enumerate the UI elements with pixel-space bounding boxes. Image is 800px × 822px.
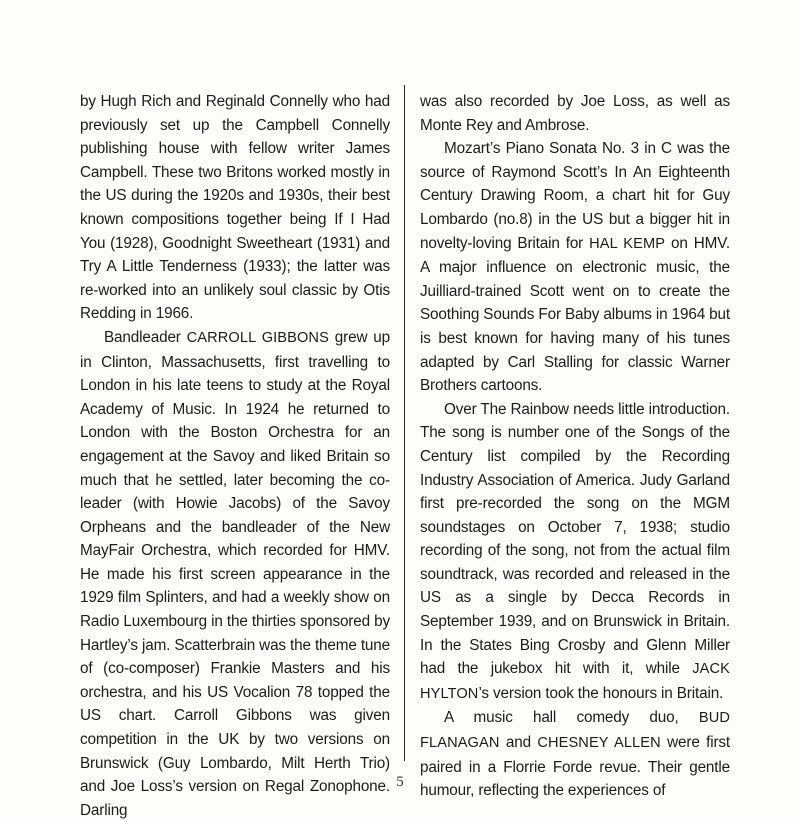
artist-name: JACK HYLTON (420, 661, 730, 702)
artist-name: CHESNEY ALLEN (537, 735, 661, 752)
text-run: on HMV. A major influence on electronic music, the Juilliard-trained Scott went on to create the Soothing Sounds For Baby albums in 1964 but is best known for having many of his tunes adapted by Carl Stalling for classic Warner Brothers cartoons. (420, 234, 730, 395)
artist-name: CARROLL GIBBONS (186, 329, 329, 346)
column-divider (404, 85, 405, 761)
paragraph (420, 398, 730, 707)
left-column (80, 90, 390, 822)
text-run: and (499, 734, 538, 752)
right-column (420, 90, 730, 803)
paragraph (420, 137, 730, 398)
text-run: ’s version took the honours in Britain. (478, 684, 724, 702)
artist-name: HAL KEMP (589, 235, 666, 252)
paragraph: was also recorded by Joe Loss, as well as Monte Rey and Ambrose. (420, 93, 730, 134)
page-number: 5 (396, 774, 404, 790)
text-run: grew up in Clinton, Massachusetts, first travelling to London in his late teens to study at the Royal Academy of Music. In 1924 he returned to London with the Boston Orchestra for an engagement at the Savoy and liked Britain so much that he settled, later becoming the co-leader (with Howie Jacobs) of the Savoy Orpheans and the bandleader of the New MayFair Orchestra, which recorded for HMV. He made his first screen appearance in the 1929 film Splinters, and had a weekly show on Radio Luxembourg in the thirties sponsored by Hartley’s jam. Scatterbrain was the theme tune of (co-composer) Frankie Masters and his orchestra, and his US Vocalion 78 topped the US chart. Carroll Gibbons was given competition in the UK by two versions on Brunswick (Guy Lombardo, Milt Herth Trio) and Joe Loss’s version on Regal Zonophone. Darling (80, 328, 390, 819)
text-run: Mozart’s Piano Sonata No. 3 in C was the source of Raymond Scott’s In An Eighteenth Century Drawing Room, a chart hit for Guy Lombardo (no.8) in the US but a bigger hit in novelty-loving Britain for (420, 140, 730, 252)
paragraph: by Hugh Rich and Reginald Connelly who had previously set up the Campbell Connelly publishing house with fellow writer James Campbell. These two Britons worked mostly in the US during the 1920s and 1930s, their best known compositions together being If I Had You (1928), Goodnight Sweetheart (1931) and Try A Little Tenderness (1933); the latter was re-worked into an unlikely soul classic by Otis Redding in 1966. (80, 93, 390, 323)
artist-name: BUD FLANAGAN (420, 710, 730, 752)
paragraph (80, 326, 390, 822)
text-run: Over The Rainbow needs little introduction. The song is number one of the Songs of the Century list compiled by the Recording Industry Association of America. Judy Garland first pre-recorded the song on the MGM soundstages on October 7, 1938; studio recording of the song, not from the actual film soundtrack, was recorded and released in the US as a single by Decca Records in September 1939, and on Brunswick in Britain. In the States Bing Crosby and Glenn Miller had the jukebox hit with it, while (420, 400, 730, 678)
text-run: Bandleader (104, 328, 187, 346)
text-run: were first paired in a Florrie Forde revue. Their gentle humour, reflecting the experiences of (420, 734, 731, 800)
text-run: A music hall comedy duo, (444, 709, 699, 727)
